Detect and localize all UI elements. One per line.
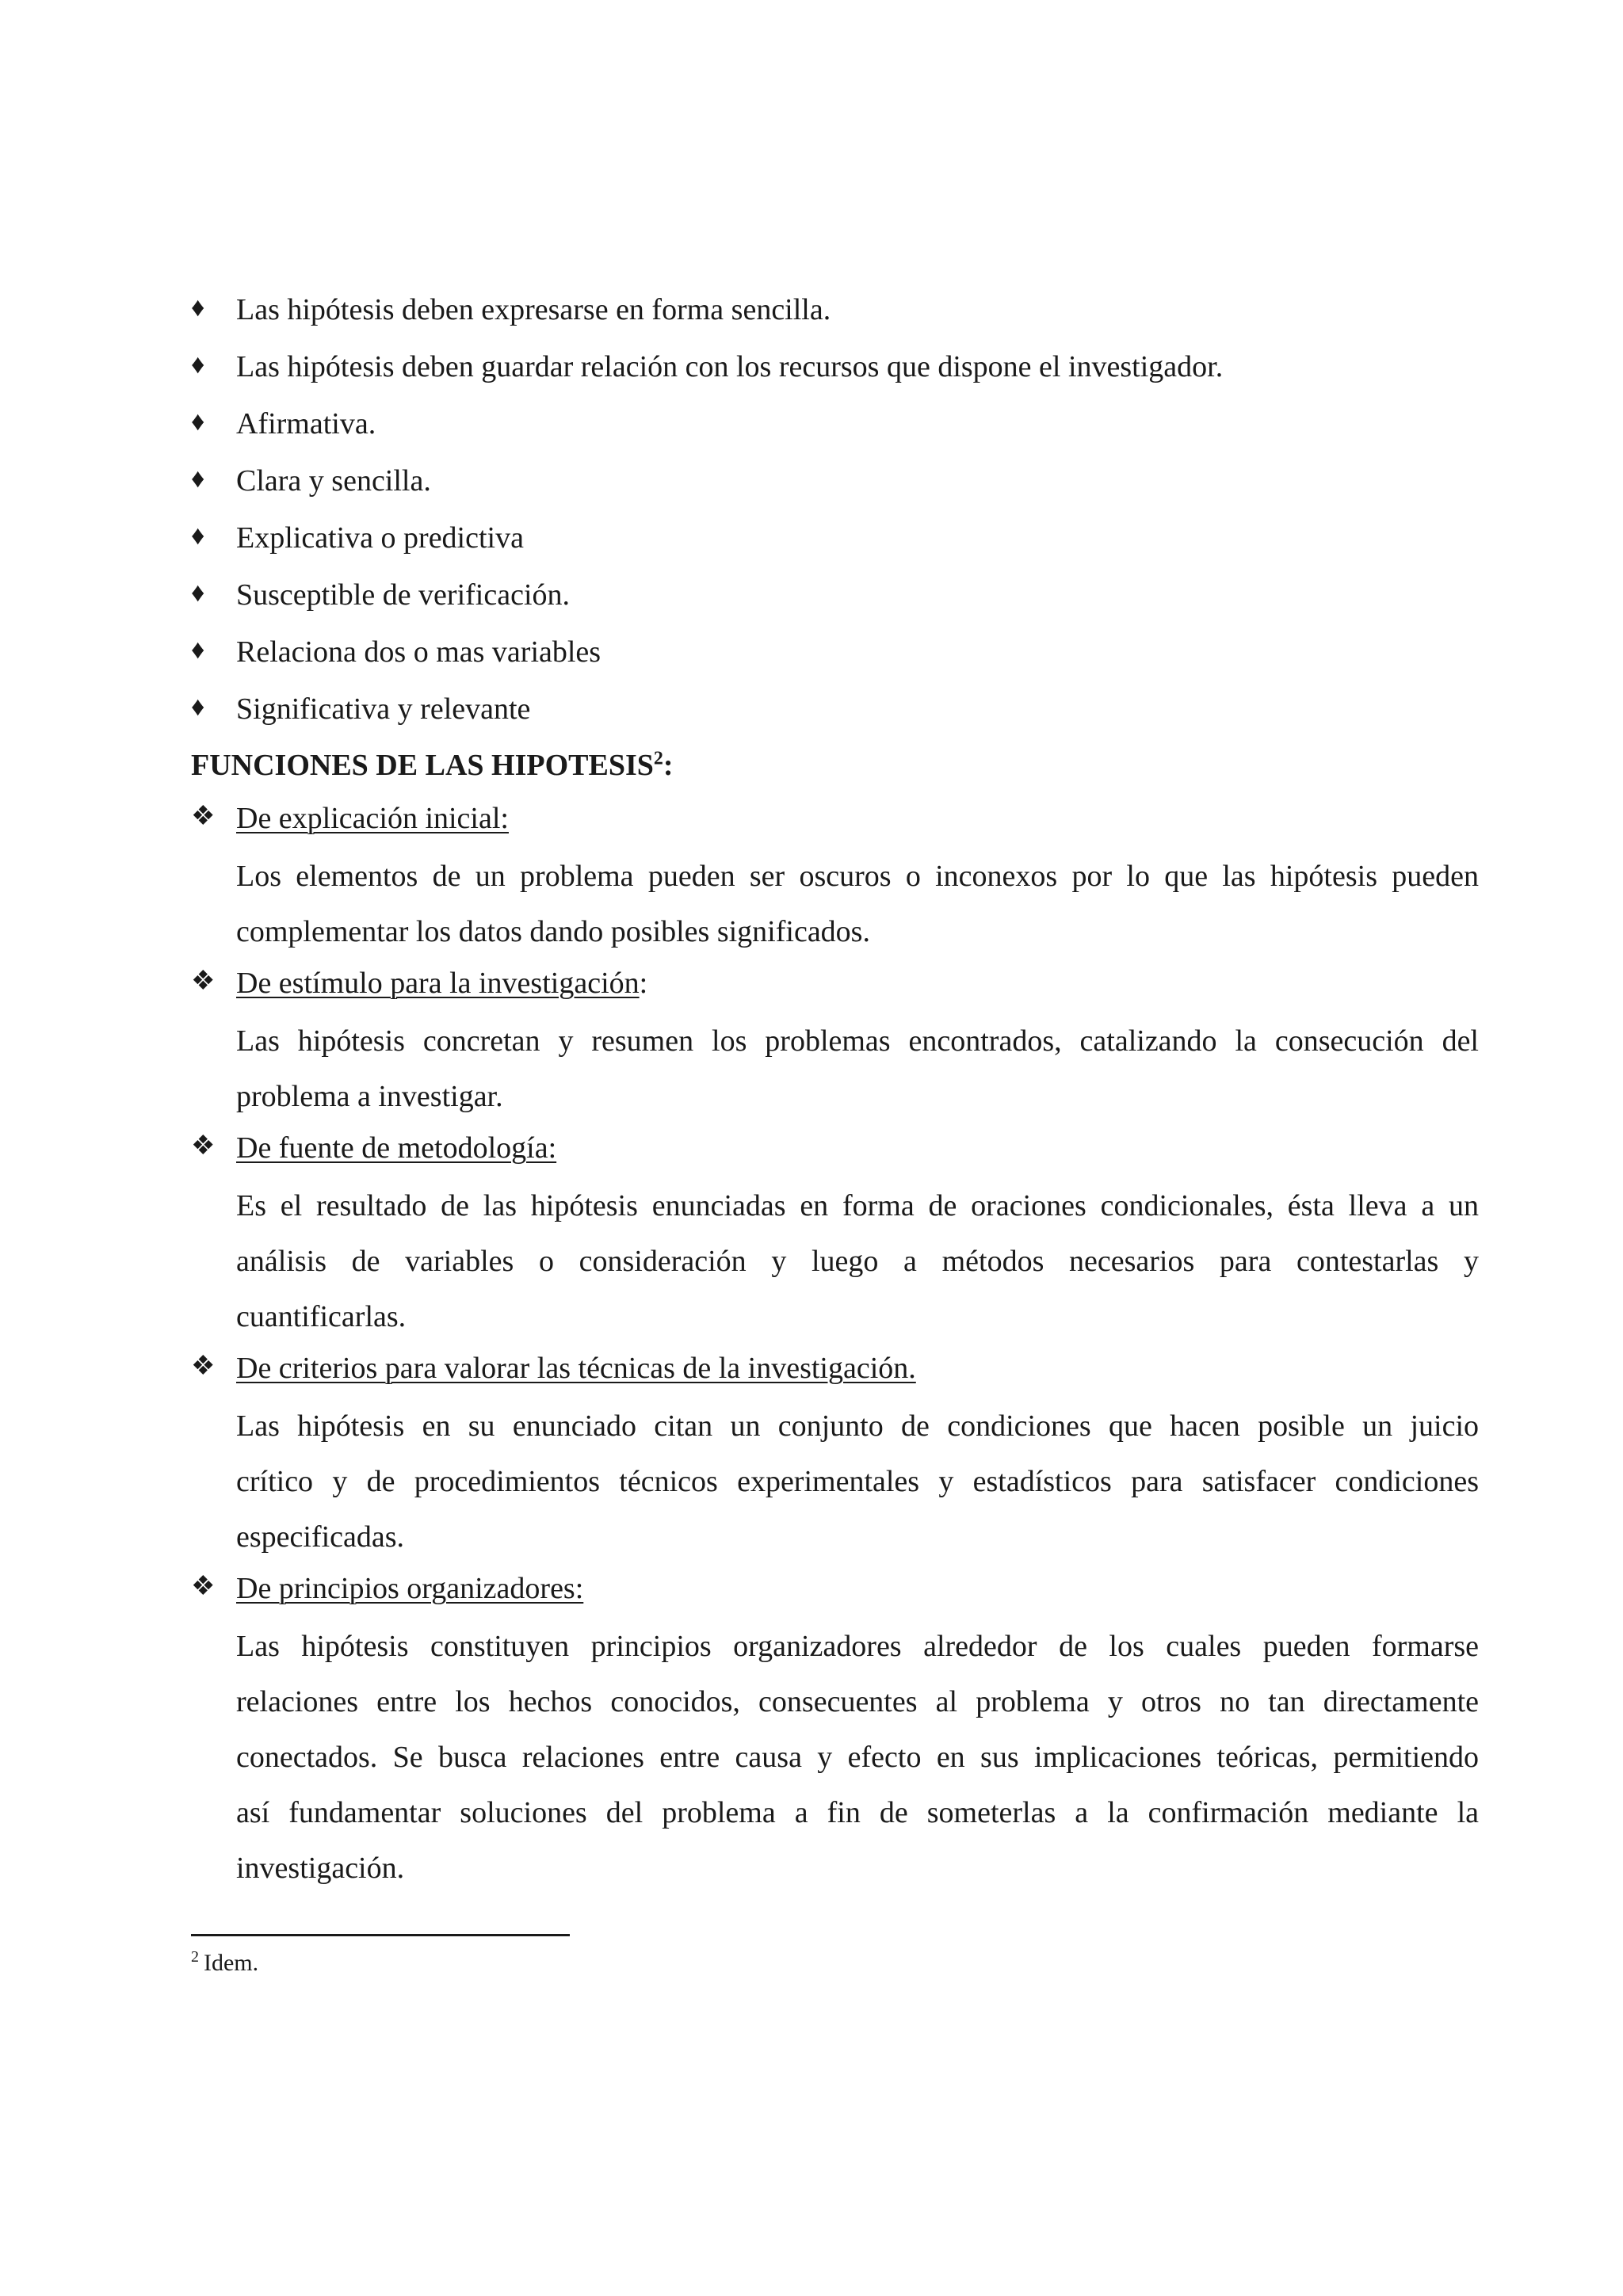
- list-item-text: Relaciona dos o mas variables: [236, 635, 601, 669]
- section-heading-colon: :: [663, 749, 674, 782]
- footnote-number: 2: [191, 1948, 199, 1966]
- footnote: [191, 1950, 258, 1977]
- paragraph-line: relaciones entre los hechos conocidos, consecuentes al problema y otros no tan directamente: [236, 1685, 1479, 1718]
- paragraph-line: Las hipótesis en su enunciado citan un conjunto de condiciones que hacen posible un juicio: [236, 1409, 1479, 1443]
- footnote-reference[interactable]: 2: [653, 748, 663, 769]
- four-diamond-bullet-icon: ❖: [191, 1131, 216, 1161]
- diamond-bullet-icon: ♦: [191, 635, 205, 665]
- paragraph-line: especificadas.: [236, 1520, 405, 1554]
- list-item-text: Susceptible de verificación.: [236, 578, 571, 612]
- section-heading-text: FUNCIONES DE LAS HIPOTESIS: [191, 749, 654, 782]
- function-title: De fuente de metodología:: [236, 1131, 557, 1165]
- footnote-text: Idem.: [204, 1950, 259, 1976]
- diamond-bullet-icon: ♦: [191, 407, 205, 437]
- paragraph-line: complementar los datos dando posibles significados.: [236, 915, 870, 948]
- paragraph-line: cuantificarlas.: [236, 1300, 407, 1333]
- diamond-bullet-icon: ♦: [191, 350, 205, 379]
- four-diamond-bullet-icon: ❖: [191, 1572, 216, 1601]
- four-diamond-bullet-icon: ❖: [191, 967, 216, 996]
- function-title-suffix: :: [639, 967, 648, 1000]
- paragraph-line: crítico y de procedimientos técnicos experimentales y estadísticos para satisfacer condiciones: [236, 1465, 1479, 1498]
- diamond-bullet-icon: ♦: [191, 692, 205, 722]
- list-item-text: Afirmativa.: [236, 407, 376, 441]
- four-diamond-bullet-icon: ❖: [191, 1352, 216, 1381]
- diamond-bullet-icon: ♦: [191, 578, 205, 608]
- paragraph-line: análisis de variables o consideración y luego a métodos necesarios para contestarlas y: [236, 1245, 1479, 1278]
- footnote-separator: [191, 1934, 570, 1936]
- diamond-bullet-icon: ♦: [191, 464, 205, 494]
- function-title: De criterios para valorar las técnicas de la investigación.: [236, 1352, 916, 1385]
- paragraph-line: Es el resultado de las hipótesis enunciadas en forma de oraciones condicionales, ésta lleva a un: [236, 1189, 1479, 1222]
- paragraph-line: Las hipótesis concretan y resumen los problemas encontrados, catalizando la consecución del: [236, 1024, 1479, 1058]
- paragraph-line: conectados. Se busca relaciones entre causa y efecto en sus implicaciones teóricas, permitiendo: [236, 1741, 1479, 1774]
- list-item-text: Las hipótesis deben expresarse en forma sencilla.: [236, 293, 831, 326]
- function-title: De principios organizadores:: [236, 1572, 584, 1605]
- function-title: De explicación inicial:: [236, 802, 509, 835]
- paragraph-line: así fundamentar soluciones del problema a fin de someterlas a la confirmación mediante la: [236, 1796, 1479, 1829]
- diamond-bullet-icon: ♦: [191, 293, 205, 322]
- paragraph-line: Los elementos de un problema pueden ser oscuros o inconexos por lo que las hipótesis pueden: [236, 860, 1479, 893]
- diamond-bullet-icon: ♦: [191, 521, 205, 551]
- paragraph-line: Las hipótesis constituyen principios organizadores alrededor de los cuales pueden formarse: [236, 1630, 1479, 1663]
- list-item-text: Significativa y relevante: [236, 692, 531, 726]
- list-item-text: Explicativa o predictiva: [236, 521, 524, 555]
- list-item-text: Clara y sencilla.: [236, 464, 431, 498]
- function-title: De estímulo para la investigación: [236, 967, 640, 1000]
- paragraph-line: problema a investigar.: [236, 1080, 503, 1113]
- section-heading: [191, 748, 674, 783]
- list-item-text: Las hipótesis deben guardar relación con los recursos que dispone el investigador.: [236, 350, 1224, 383]
- four-diamond-bullet-icon: ❖: [191, 802, 216, 831]
- paragraph-line: investigación.: [236, 1852, 405, 1885]
